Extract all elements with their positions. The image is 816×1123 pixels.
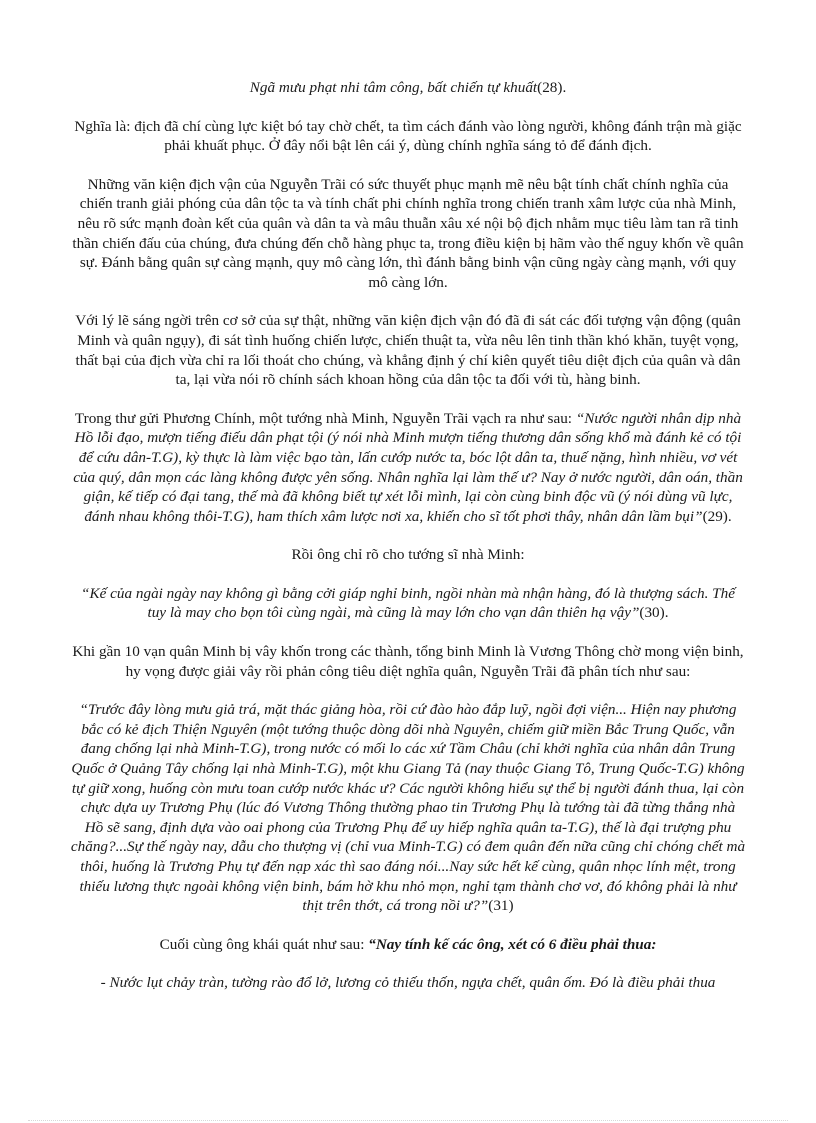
paragraph-reasoning: Với lý lẽ sáng ngời trên cơ sở của sự thật, những văn kiện địch vận đó đã đi sát các đối tượng vận động (quân Minh và quân ngụy), đi sát tình huống chiến lược, chiến thuật ta, vừa nêu lên tinh thần khó khăn, tuyệt vọng, thất bại của địch vừa chỉ ra lối thoát cho chúng, và khẳng định ý chí kiên quyết tiêu diệt địch của quân và dân ta, lại vừa nói rõ chính sách khoan hồng của dân tộc ta đối với tù, hàng binh. (75, 312, 741, 389)
quote-text: “Nay tính kế các ông, xét có 6 điều phải thua: (368, 935, 657, 953)
quote-text: “Kế của ngài ngày nay không gì bằng cởi giáp nghỉ binh, ngồi nhàn mà nhận hàng, đó là thượng sách. Thế tuy là may cho bọn tôi cùng ngài, mà cũng là may lớn cho vạn dân thiên hạ vậy” (81, 584, 735, 622)
paragraph-summary (70, 935, 746, 955)
quote-part-3: ...Sự thế ngày nay, dẫu cho thượng vị (chỉ vua Minh-T.G) có đem quân đến nữa cũng chỉ chóng chết mà thôi, huống là Trương Phụ tự đến nạp xác thì sao đáng nói (80, 838, 746, 875)
lead-text: Trong thư gửi Phương Chính, một tướng nhà Minh, Nguyễn Trãi vạch ra như sau: (74, 409, 576, 427)
quote-text: “Nước người nhân dịp nhà Hồ lỗi đạo, mượn tiếng điếu dân phạt tội (ý nói nhà Minh mượn tiếng thương dân sống khổ mà đánh kẻ có tội để cứu dân-T.G), kỳ thực là làm việc bạo tàn, lấn cướp nước ta, bóc lột dân ta, thuế nặng, hình nhiều, vơ vét của quý, dân mọn các làng không được yên sống. Nhân nghĩa lại làm thế ư? Nay ở nước người, dân oán, thần giận, kế tiếp có đại tang, thế mà đã không biết tự xét lỗi mình, lại còn cùng binh độc vũ (ý nói dùng vũ lực, đánh nhau không thôi-T.G), ham thích xâm lược nơi xa, khiến cho sĩ tốt phơi thây, nhân dân lầm bụi” (73, 409, 743, 525)
quote-part-4: ...Nay sức hết kế cùng, quân nhọc lính mệt, trong thiếu lương thực ngoài không viện binh, bám hờ khu nhỏ mọn, nghỉ tạm thành chơ vơ, đó không phải là như thịt trên thớt, cá trong nồi ư?” (79, 858, 737, 915)
footnote-ref: (31) (488, 897, 514, 915)
paragraph-quote-28 (70, 78, 746, 98)
paragraph-letter-phuong-chinh (70, 409, 746, 527)
paragraph-list-item-1: - Nước lụt chảy tràn, tường rào đổ lở, lương cỏ thiếu thốn, ngựa chết, quân ốm. Đó là điều phải thua (100, 974, 716, 992)
paragraph-documents: Những văn kiện địch vận của Nguyễn Trãi có sức thuyết phục mạnh mẽ nêu bật tính chất chính nghĩa của chiến tranh giải phóng của dân tộc ta và tính chất phi chính nghĩa trong chiến tranh xâm lược của nhà Minh, nêu rõ sức mạnh đoàn kết của quân và dân ta và mâu thuẫn xâu xé nội bộ địch nhằm mục tiêu làm tan rã tinh thần chiến đấu của chúng, đưa chúng đến chỗ hàng phục ta, trong điều kiện bị hãm vào thế nguy khốn về quân sự. Đánh bằng quân sự càng mạnh, quy mô càng lớn, thì đánh bằng binh vận cũng ngày càng mạnh, với quy mô càng lớn. (72, 175, 744, 291)
paragraph-quote-31 (70, 700, 746, 916)
lead-text: Cuối cùng ông khái quát như sau: (159, 935, 369, 953)
document-page (70, 78, 746, 1012)
footnote-ref: (28). (537, 79, 567, 96)
paragraph-quote-30 (70, 584, 746, 623)
footnote-ref: (30). (639, 604, 669, 622)
paragraph-vuong-thong: Khi gần 10 vạn quân Minh bị vây khốn trong các thành, tổng binh Minh là Vương Thông chờ mong viện binh, hy vọng được giải vây rồi phản công tiêu diệt nghĩa quân, Nguyễn Trãi đã phân tích như sau: (72, 643, 744, 680)
quote-text: Ngã mưu phạt nhi tâm công, bất chiến tự khuất (249, 79, 538, 96)
page-bottom-divider (28, 1120, 788, 1121)
footnote-ref: (29). (702, 507, 732, 525)
paragraph-intro: Rồi ông chỉ rõ cho tướng sĩ nhà Minh: (291, 546, 525, 564)
quote-part-1: “Trước đây lòng mưu giả trá, mặt thác giảng hòa, rồi cứ đào hào đắp luỹ, ngồi đợi viện (79, 701, 616, 719)
paragraph-meaning: Nghĩa là: địch đã chí cùng lực kiệt bó tay chờ chết, ta tìm cách đánh vào lòng người, không đánh trận mà giặc phải khuất phục. Ở đây nổi bật lên cái ý, dùng chính nghĩa sáng tỏ để đánh địch. (74, 117, 742, 155)
quote-part-2: ... Hiện nay phương bắc có kẻ địch Thiện Nguyên (một tướng thuộc dòng dõi nhà Nguyên, chiếm giữ miền Bắc Trung Quốc, vẫn đang chống lại nhà Minh-T.G), trong nước có mối lo các xứ Tầm Châu (chỉ khởi nghĩa của nhân dân Trung Quốc ở Quảng Tây chống lại nhà Minh-T.G), một khu Giang Tả (nay thuộc Giang Tô, Trung Quốc-T.G) không tự giữ xong, huống còn mưu toan cướp nước khác ư? Các người không hiểu sự thể bị người đánh thua, lại còn chực dựa uy Trương Phụ (lúc đó Vương Thông thường phao tin Trương Phụ là tướng tài đã từng thắng nhà Hồ sẽ sang, định dựa vào oai phong của Trương Phụ để uy hiếp nghĩa quân ta-T.G), thế là đại trượng phu chăng? (70, 701, 745, 856)
